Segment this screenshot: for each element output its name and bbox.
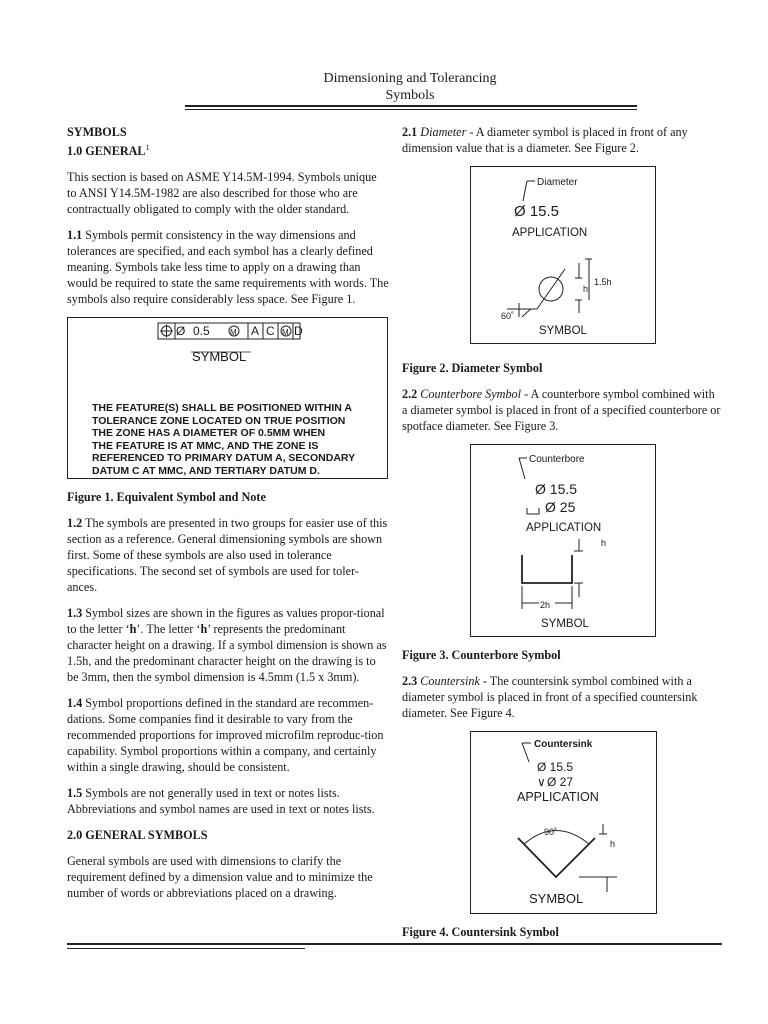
paragraph-2-2: 2.2 Counterbore Symbol - A counterbore symbol combined with a diameter symbol is placed in front of a specified counterbore or spotface diameter. See Figure 3. (402, 387, 721, 433)
fig2-symbol-label: SYMBOL (539, 325, 587, 337)
fig4-leader-label: Countersink (534, 739, 593, 750)
figure-1 (67, 317, 388, 479)
header-subtitle: Symbols (385, 88, 435, 103)
figure-2-drawing (471, 167, 655, 343)
footer-rule-thick (67, 943, 722, 945)
figure-4-caption: Figure 4. Countersink Symbol (402, 925, 559, 939)
header-title: Dimensioning and Tolerancing (323, 71, 497, 86)
fig1-symbol-label: SYMBOL (192, 349, 247, 365)
paragraph-2-1: 2.1 Diameter - A diameter symbol is placed in front of any dimension value that is a diameter. See Figure 2. (402, 125, 688, 155)
footer-rule-thin (67, 948, 305, 949)
fcf-diameter-icon: Ø (176, 324, 186, 339)
fig3-leader-label: Counterbore (529, 454, 585, 465)
paragraph-1-4: 1.4 Symbol proportions defined in the standard are recommen-dations. Some companies find it desirable to vary from the recommended proportions for improved microfilm reproduc-tion capability. Symbol proportions within a company, and certainly within a single drawing, should be consistent. (67, 696, 384, 775)
fcf-datum-c: C (266, 324, 275, 339)
fig4-value1: Ø 15.5 (537, 760, 574, 774)
header-rule-thin (185, 109, 637, 110)
fig2-h-label: h (583, 284, 589, 294)
left-column (67, 124, 389, 911)
heading-general-symbols: 2.0 GENERAL SYMBOLS (67, 828, 208, 843)
figure-3-caption: Figure 3. Counterbore Symbol (402, 648, 561, 662)
right-column (402, 124, 722, 950)
paragraph-2-0: General symbols are used with dimensions to clarify the requirement defined by a dimension value and to minimize the number of words or abbreviations placed on a drawing. (67, 854, 373, 901)
fig2-dim-label: 1.5h (594, 277, 612, 287)
paragraph-2-3: 2.3 Countersink - The countersink symbol combined with a diameter symbol is placed in front of a specified countersink diameter. See Figure 4. (402, 674, 698, 720)
figure-3 (470, 444, 656, 637)
heading-symbols: SYMBOLS (67, 125, 127, 139)
fcf-datum-d: D (294, 324, 303, 339)
fcf-mmc-icon: M (230, 328, 237, 338)
fig4-value2: Ø 27 (547, 775, 574, 789)
paragraph-1-3: 1.3 Symbol sizes are shown in the figures as values propor-tional to the letter ‘h’. The letter ‘h’ represents the predominant character height on a drawing. If a symbol dimension is shown as 1.5h, and the predominant character height on the drawing is to be 3mm, then the symbol dimension is 4.5mm (1.5 x 3mm). (67, 606, 387, 685)
fig4-symbol-label: SYMBOL (529, 891, 584, 906)
fig3-symbol-label: SYMBOL (541, 618, 589, 630)
figure-4 (470, 731, 657, 914)
figure-2 (470, 166, 656, 344)
page-header (185, 70, 635, 104)
fig3-value2: Ø 25 (545, 499, 576, 515)
fig4-h-label: h (610, 839, 616, 849)
fig4-angle-label: 90˚ (544, 827, 558, 837)
intro-paragraph: This section is based on ASME Y14.5M-1994. Symbols unique to ANSI Y14.5M-1982 are also described for those who are contractually obligated to comply with the older standard. (67, 170, 377, 217)
paragraph-1-5: 1.5 Symbols are not generally used in text or notes lists. Abbreviations and symbol names are used in text or notes lists. (67, 786, 375, 817)
fig2-application: APPLICATION (512, 227, 588, 239)
fcf-mmc-icon-2: M (282, 328, 289, 338)
paragraph-1-1: 1.1 Symbols permit consistency in the way dimensions and tolerances are specified, and each symbol has a clearly defined meaning. Symbols take less time to apply on a drawing than would be required to state the same requirements with words. The symbols also require considerably less space. See Figure 1. (67, 228, 389, 307)
fig2-leader-label: Diameter (537, 177, 578, 188)
fig2-value: Ø 15.5 (514, 203, 560, 220)
fcf-datum-a: A (251, 324, 260, 339)
fig2-angle-label: 60˚ (501, 311, 515, 321)
paragraph-1-2: 1.2 The symbols are presented in two groups for easier use of this section as a reference. General dimensioning symbols are shown first. Some of these symbols are also used in tolerance specifications. The second set of symbols are used for toler-ances. (67, 516, 388, 595)
figure-3-drawing (471, 445, 655, 636)
fig3-application: APPLICATION (526, 522, 602, 534)
fig4-countersink-icon: ∨ (537, 775, 546, 789)
figure-2-caption: Figure 2. Diameter Symbol (402, 361, 543, 375)
fig3-dim-label: 2h (540, 600, 551, 610)
figure-1-caption: Figure 1. Equivalent Symbol and Note (67, 490, 266, 505)
fig1-note: THE FEATURE(S) SHALL BE POSITIONED WITHIN A TOLERANCE ZONE LOCATED ON TRUE POSITION THE ZONE HAS A DIAMETER OF 0.5MM WHEN THE FEATURE IS AT MMC, AND THE ZONE IS REFERENCED TO PRIMARY DATUM A, SECONDARY DATUM C AT MMC, AND TERTIARY DATUM D. (92, 402, 356, 477)
fig4-application: APPLICATION (517, 790, 599, 804)
heading-general: 1.0 GENERAL$^1$ (67, 143, 150, 159)
header-rule-thick (185, 105, 637, 107)
fig3-h-label: h (601, 538, 607, 548)
fig3-value1: Ø 15.5 (535, 481, 578, 497)
fcf-tolerance: 0.5 (193, 324, 210, 339)
